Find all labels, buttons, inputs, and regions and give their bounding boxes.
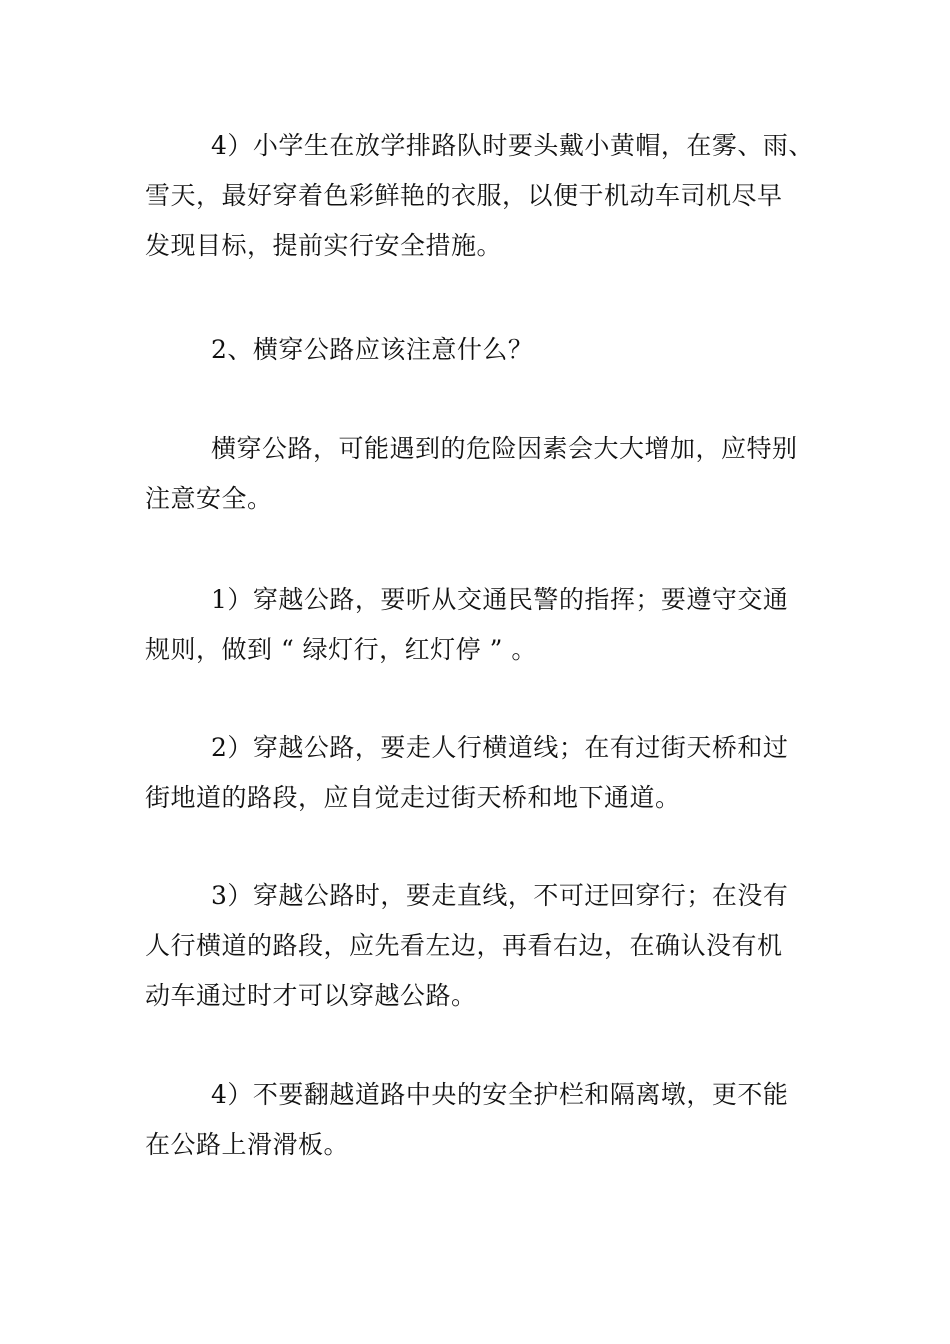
paragraph-line: 2）穿越公路，要走人行横道线；在有过街天桥和过 (211, 733, 789, 762)
paragraph-line: 3）穿越公路时，要走直线，不可迂回穿行；在没有 (211, 881, 789, 910)
paragraph-crossing-rule-2 (145, 723, 810, 823)
section-heading-crossing-road (145, 325, 810, 375)
paragraph-line: 横穿公路，可能遇到的危险因素会大大增加，应特别 (211, 434, 798, 463)
paragraph-crossing-rule-4 (145, 1070, 810, 1170)
paragraph-line: 4）小学生在放学排路队时要头戴小黄帽，在雾、雨、 (211, 131, 814, 160)
paragraph-line: 在公路上滑滑板。 (145, 1130, 350, 1159)
paragraph-crossing-rule-3 (145, 871, 810, 1021)
paragraph-line: 人行横道的路段，应先看左边，再看右边，在确认没有机 (145, 931, 783, 960)
section-heading: 2、横穿公路应该注意什么？ (211, 335, 534, 364)
paragraph-line: 街地道的路段，应自觉走过街天桥和地下通道。 (145, 783, 681, 812)
paragraph-crossing-rule-1 (145, 575, 810, 675)
paragraph-yellow-hat-tip (145, 121, 814, 271)
paragraph-crossing-intro (145, 424, 810, 524)
paragraph-line: 注意安全。 (145, 484, 273, 513)
paragraph-line: 4）不要翻越道路中央的安全护栏和隔离墩，更不能 (211, 1080, 789, 1109)
paragraph-line: 动车通过时才可以穿越公路。 (145, 981, 477, 1010)
paragraph-line: 1）穿越公路，要听从交通民警的指挥；要遵守交通 (211, 585, 789, 614)
paragraph-line: 规则，做到 “ 绿灯行，红灯停 ” 。 (145, 635, 537, 664)
paragraph-line: 发现目标，提前实行安全措施。 (145, 231, 503, 260)
paragraph-line: 雪天，最好穿着色彩鲜艳的衣服，以便于机动车司机尽早 (145, 181, 783, 210)
